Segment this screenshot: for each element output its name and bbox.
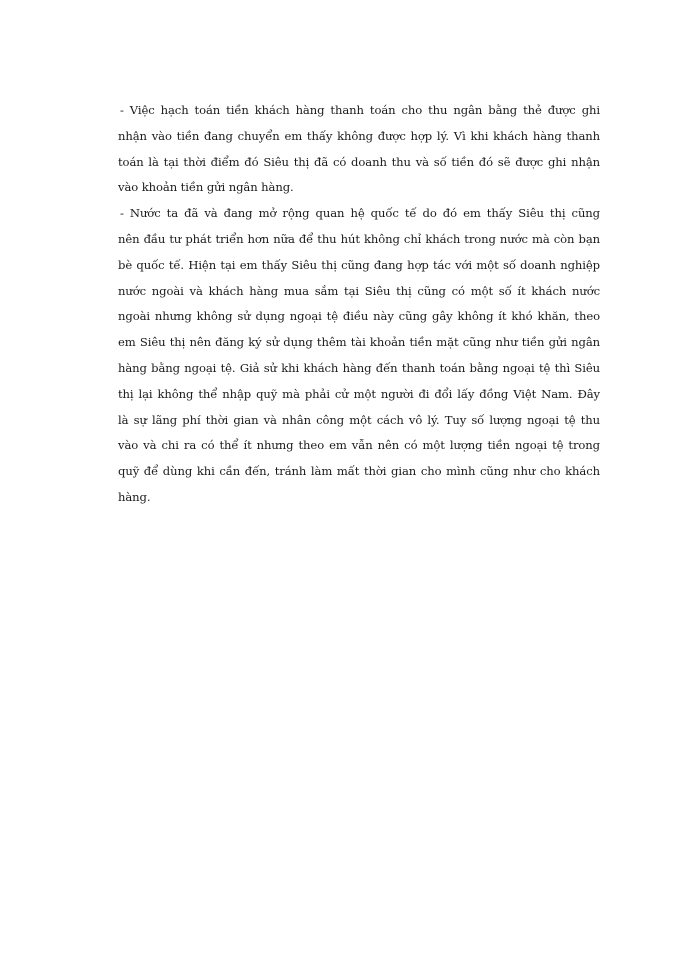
text-line: là sự lãng phí thời gian và nhân công một cách vô lý. Tuy số lượng ngoại tệ thu	[118, 412, 600, 427]
text-line: hàng bằng ngoại tệ. Giả sử khi khách hàng đến thanh toán bằng ngoại tệ thì Siêu	[118, 360, 600, 375]
text-line: thị lại không thể nhập quỹ mà phải cử một người đi đổi lấy đồng Việt Nam. Đây	[118, 386, 600, 401]
text-line: vào khoản tiền gửi ngân hàng.	[118, 180, 294, 195]
text-line: nước ngoài và khách hàng mua sắm tại Siêu thị cũng có một số ít khách nước	[118, 283, 600, 298]
text-line: ngoài nhưng không sử dụng ngoại tệ điều này cũng gây không ít khó khăn, theo	[118, 309, 600, 324]
text-line: vào và chi ra có thể ít nhưng theo em vẫn nên có một lượng tiền ngoại tệ trong	[118, 438, 600, 453]
paragraph-foreign-currency	[118, 201, 600, 511]
text-line: quỹ để dùng khi cần đến, tránh làm mất thời gian cho mình cũng như cho khách	[118, 464, 600, 479]
text-line: hàng.	[118, 489, 151, 504]
text-line: toán là tại thời điểm đó Siêu thị đã có doanh thu và số tiền đó sẽ được ghi nhận	[118, 154, 600, 169]
document-body	[118, 98, 600, 511]
text-line: em Siêu thị nên đăng ký sử dụng thêm tài khoản tiền mặt cũng như tiền gửi ngân	[118, 335, 600, 350]
text-line: - Nước ta đã và đang mở rộng quan hệ quốc tế do đó em thấy Siêu thị cũng	[120, 206, 600, 221]
text-line: nên đầu tư phát triển hơn nữa để thu hút không chỉ khách trong nước mà còn bạn	[118, 231, 600, 246]
text-line: nhận vào tiền đang chuyển em thấy không được hợp lý. Vì khi khách hàng thanh	[118, 128, 600, 143]
text-line: bè quốc tế. Hiện tại em thấy Siêu thị cũng đang hợp tác với một số doanh nghiệp	[118, 257, 600, 272]
paragraph-card-payment	[118, 98, 600, 201]
text-line: - Việc hạch toán tiền khách hàng thanh toán cho thu ngân bằng thẻ được ghi	[120, 103, 600, 117]
